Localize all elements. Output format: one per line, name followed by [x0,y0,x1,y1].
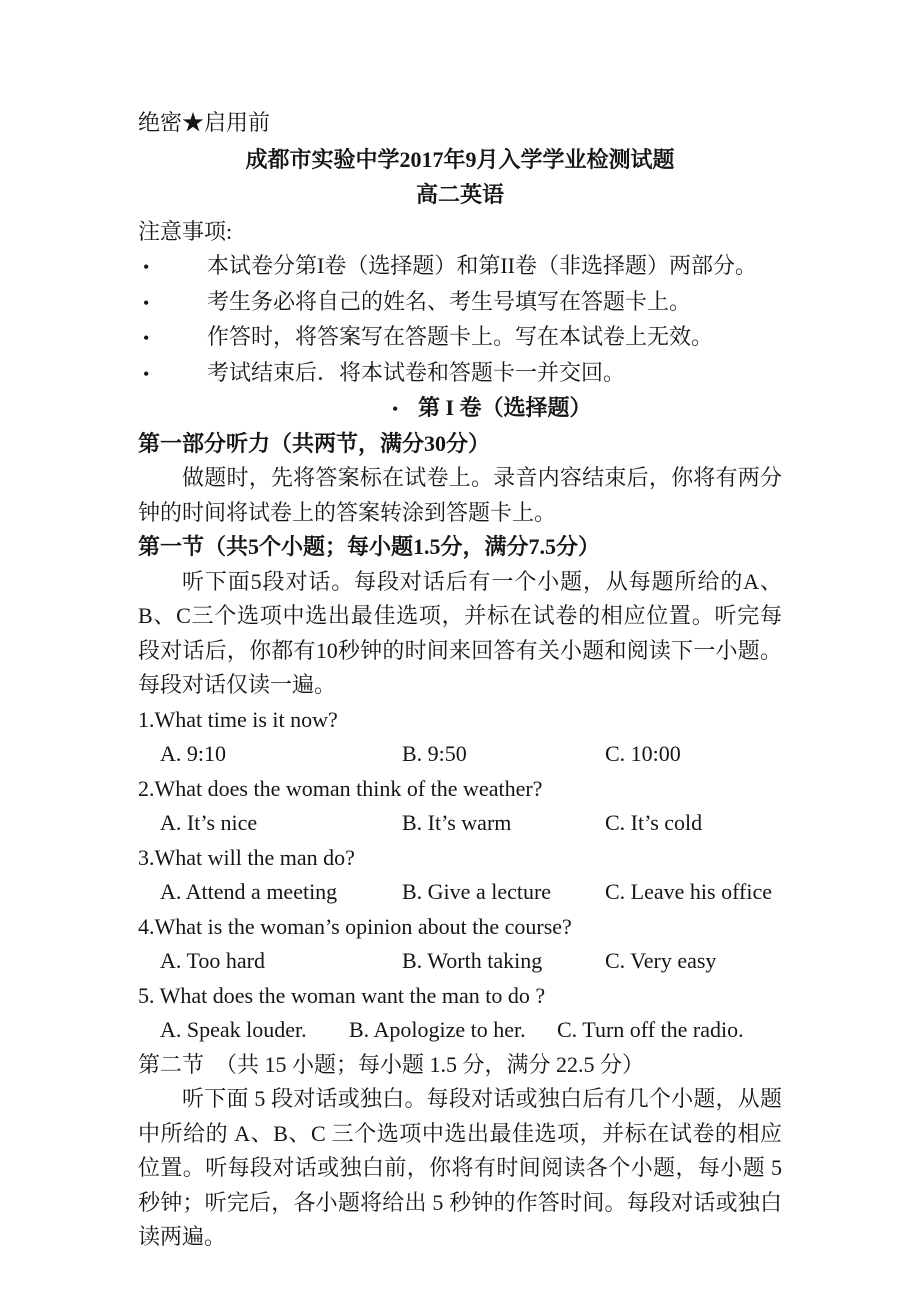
question-5-options [138,1013,782,1048]
question-5-option-a: A. Speak louder. [160,1017,307,1042]
notice-item [138,249,782,285]
question-2 [138,772,782,841]
bullet-icon: • [143,257,150,277]
part1-listening-heading: 第一部分听力（共两节，满分30分） [138,430,491,456]
security-classification-label: 绝密★启用前 [138,110,271,135]
question-5-option-b: B. Apologize to her. [349,1017,526,1042]
volume1-heading-text: 第 I 卷（选择题） [418,395,592,420]
part1-intro-paragraph: 做题时，先将答案标在试卷上。录音内容结束后，你将有两分钟的时间将试卷上的答案转涂到答题卡上。 [138,465,782,525]
bullet-icon: • [143,363,150,384]
notice-item [138,356,782,392]
bullet-icon: • [143,292,150,313]
notice-section-label: 注意事项: [138,218,233,244]
notice-item-text: 考生务必将自己的姓名、考生号填写在答题卡上。 [207,288,692,314]
question-3-option-a: A. Attend a meeting [160,879,338,904]
question-4-options [138,944,782,979]
section1-instructions-paragraph: 听下面5段对话。每段对话后有一个小题，从每题所给的A、B、C三个选项中选出最佳选项，并标在试卷的相应位置。听完每段对话后，你都有10秒钟的时间来回答有关小题和阅读下一小题。每段对话仅读一遍。 [138,568,782,697]
question-1-option-a: A. 9:10 [160,741,226,766]
question-2-option-b: B. It’s warm [402,810,512,835]
question-1-text: 1.What time is it now? [138,706,338,732]
notice-list [138,249,782,391]
question-4-option-b: B. Worth taking [402,948,543,973]
question-4-option-c: C. Very easy [605,948,717,973]
volume1-heading [138,391,782,427]
exam-title: 成都市实验中学2017年9月入学学业检测试题 [245,146,675,172]
question-2-option-a: A. It’s nice [160,810,258,835]
section2-heading: 第二节 （共 15 小题；每小题 1.5 分，满分 22.5 分） [138,1051,645,1077]
question-2-option-c: C. It’s cold [605,810,703,835]
question-3-text: 3.What will the man do? [138,844,355,870]
notice-item [138,285,782,321]
notice-item-text: 本试卷分第I卷（选择题）和第II卷（非选择题）两部分。 [207,253,757,278]
notice-item [138,320,782,356]
question-1 [138,703,782,772]
notice-item-text: 作答时，将答案写在答题卡上。写在本试卷上无效。 [207,324,714,349]
question-2-text: 2.What does the woman think of the weather? [138,775,543,801]
question-1-options [138,737,782,772]
question-3-option-b: B. Give a lecture [402,879,552,904]
question-3-option-c: C. Leave his office [605,879,772,904]
bullet-icon: • [143,328,150,348]
section1-heading: 第一节（共5个小题；每小题1.5分，满分7.5分） [138,534,601,559]
question-5 [138,979,782,1048]
question-5-text: 5. What does the woman want the man to do ? [138,982,546,1008]
question-3-options [138,875,782,910]
question-1-option-b: B. 9:50 [402,741,467,766]
question-2-options [138,806,782,841]
exam-subject-title: 高二英语 [415,182,504,207]
question-4 [138,910,782,979]
section2-instructions-paragraph: 听下面 5 段对话或独白。每段对话或独白后有几个小题，从题中所给的 A、B、C 三个选项中选出最佳选项，并标在试卷的相应位置。听每段对话或独白前，你将有时间阅读各个小题，每小题 5 秒钟；听完后，各小题将给出 5 秒钟的作答时间。每段对话或独白读两遍。 [138,1086,782,1249]
bullet-icon: • [392,399,399,419]
question-4-text: 4.What is the woman’s opinion about the course? [138,913,572,939]
notice-item-text: 考试结束后．将本试卷和答题卡一并交回。 [207,359,626,385]
question-4-option-a: A. Too hard [160,948,265,973]
question-3 [138,841,782,910]
question-1-option-c: C. 10:00 [605,741,681,766]
question-5-option-c: C. Turn off the radio. [557,1017,744,1042]
